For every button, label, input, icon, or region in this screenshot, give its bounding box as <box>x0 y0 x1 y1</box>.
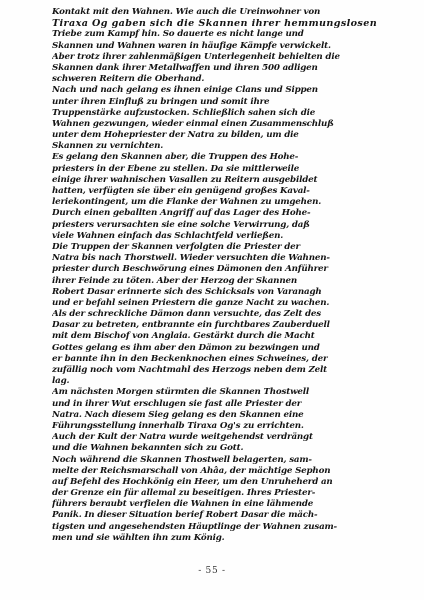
text-line: führers beraubt verfielen die Wahnen in eine lähmende <box>52 499 314 510</box>
text-line: Führungsstellung innerhalb Tiraxa Og's zu errichten. <box>52 420 304 431</box>
text-line: der Grenze ein für allemal zu beseitigen. Ihres Priester- <box>52 488 316 499</box>
text-line: und die Wahnen bekannten sich zu Gott. <box>52 443 244 454</box>
text-line: Natra bis nach Thorstwell. Wieder versuchten die Wahnen- <box>52 253 330 264</box>
text-line: unter ihren Einfluß zu bringen und somit ihre <box>52 96 270 107</box>
text-line: Auch der Kult der Natra wurde weitgehendst verdrängt <box>52 432 313 443</box>
text-line: Robert Dasar erinnerte sich des Schicksals von Varanagh <box>52 286 322 297</box>
text-line: und er befahl seinen Priestern die ganze Nacht zu wachen. <box>52 297 330 308</box>
text-line: Durch einen geballten Angriff auf das Lager des Hohe- <box>52 208 311 219</box>
text-line: lag. <box>52 376 70 387</box>
text-line: mit dem Bischof von Anglaia. Gestärkt durch die Macht <box>52 331 315 342</box>
text-line: einige ihrer wahnischen Vasallen zu Reitern ausgebildet <box>52 174 318 185</box>
text-line: Tiraxa Og gaben sich die Skannen ihrer hemmungslosen <box>52 18 378 30</box>
text-line: priesters verursachten sie eine solche Verwirrung, daß <box>52 219 310 230</box>
text-line: Als der schreckliche Dämon dann versuchte, das Zelt des <box>52 309 321 320</box>
text-line: ihrer Feinde zu töten. Aber der Herzog der Skannen <box>52 275 297 286</box>
text-line: hatten, verfügten sie über ein genügend großes Kaval- <box>52 186 310 196</box>
page-number: - 55 - <box>198 566 226 576</box>
text-line: priesters in der Ebene zu stellen. Da sie mittlerweile <box>52 163 300 174</box>
text-line: unter dem Hohepriester der Natra zu bilden, um die <box>52 130 299 141</box>
text-line: auf Befehl des Hochkönig ein Heer, um den Unruheherd an <box>52 476 333 487</box>
text-line: melte der Reichsmarschall von Ahâa, der mächtige Sephon <box>52 465 331 476</box>
text-line: Kontakt mit den Wahnen. Wie auch die Ureinwohner von <box>52 7 321 17</box>
text-line: Triebe zum Kampf hin. So dauerte es nicht lange und <box>52 29 304 40</box>
text-line: und in ihrer Wut erschlugen sie fast alle Priester der <box>52 398 302 409</box>
text-line: Skannen zu vernichten. <box>52 141 164 152</box>
text-line: Dasar zu betreten, entbrannte ein furchtbares Zauberduell <box>52 320 330 331</box>
text-line: schweren Reitern die Oberhand. <box>52 74 205 85</box>
text-line: Nach und nach gelang es ihnen einige Clans und Sippen <box>52 85 318 96</box>
text-line: zufällig noch vom Nachtmahl des Herzogs neben dem Zelt <box>52 365 328 375</box>
text-line: er bannte ihn in den Beckenknochen eines Schweines, der <box>52 353 328 364</box>
text-line: Skannen dank ihrer Metallwaffen und ihren 500 adligen <box>52 62 318 73</box>
text-line: Natra. Nach diesem Sieg gelang es den Skannen eine <box>52 409 304 420</box>
text-line: Es gelang den Skannen aber, die Truppen des Hohe- <box>52 152 299 163</box>
text-line: Skannen und Wahnen waren in häufige Kämpfe verwickelt. <box>52 40 331 51</box>
text-line: Am nächsten Morgen stürmten die Skannen Thostwell <box>52 387 309 398</box>
text-line: Wahnen gezwungen, wieder einmal einen Zusammenschluß <box>52 118 334 129</box>
text-line: Aber trotz ihrer zahlenmäßigen Unterlegenheit behielten die <box>52 51 340 62</box>
text-line: tigsten und angesehendsten Häuptlinge der Wahnen zusam- <box>52 521 337 532</box>
text-line: Noch während die Skannen Thostwell belagerten, sam- <box>52 454 312 465</box>
body-text <box>52 7 404 544</box>
text-line: men und sie wählten ihn zum König. <box>52 532 225 543</box>
text-line: Die Truppen der Skannen verfolgten die Priester der <box>52 241 300 252</box>
text-line: Gottes gelang es ihm aber den Dämon zu bezwingen und <box>52 342 320 353</box>
text-line: viele Wahnen einfach das Schlachtfeld verließen. <box>52 230 284 241</box>
text-line: Panik. In dieser Situation berief Robert Dasar die mäch- <box>52 510 318 521</box>
text-line: priester durch Beschwörung eines Dämonen den Anführer <box>52 264 328 275</box>
text-line: Truppenstärke aufzustocken. Schließlich sahen sich die <box>52 107 316 118</box>
text-line: leriekontingent, um die Flanke der Wahnen zu umgehen. <box>52 197 322 208</box>
